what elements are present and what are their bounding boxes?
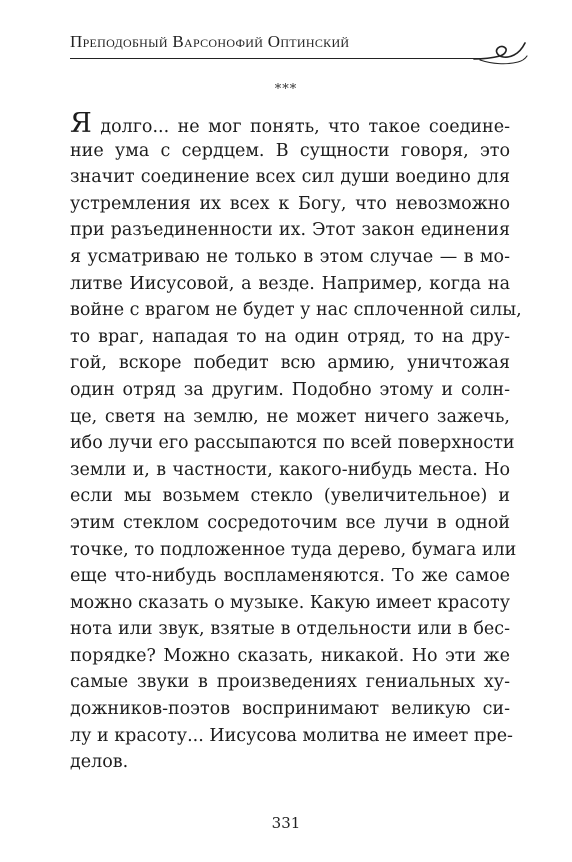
section-asterism: *** <box>274 82 298 97</box>
running-head: Преподобный Варсонофий Оптинский <box>70 32 350 51</box>
text-line: ние ума с сердцем. В сущности говоря, это <box>70 140 510 161</box>
text-line <box>70 108 510 139</box>
text-line: войне с врагом не будет у нас сплоченной силы, <box>70 300 522 321</box>
text-line: литве Иисусовой, а везде. Например, когда на <box>70 273 510 294</box>
first-line-text: долго... не мог понять, что такое соедине- <box>91 117 510 137</box>
text-line: я усматриваю не только в этом случае — в мо- <box>70 246 510 267</box>
text-line: гой, вскоре победит всю армию, уничтожая <box>70 353 510 374</box>
text-line: один отряд за другим. Подобно этому и солн- <box>70 379 510 400</box>
text-line: лу и красоту... Иисусова молитва не имеет пре- <box>70 725 513 746</box>
text-line: самые звуки в произведениях гениальных ху- <box>70 672 510 693</box>
text-line: этим стеклом сосредоточим все лучи в одной <box>70 512 510 533</box>
text-line: при разъединенности их. Этот закон единения <box>70 220 510 241</box>
text-line: точке, то подложенное туда дерево, бумага или <box>70 539 517 560</box>
text-line: еще что-нибудь воспламеняются. То же самое <box>70 566 510 587</box>
text-line: ибо лучи его рассыпаются по всей поверхности <box>70 433 515 454</box>
body-text <box>70 108 522 776</box>
text-line: значит соединение всех сил души воедино для <box>70 167 510 188</box>
text-line: дожников-поэтов воспринимают великую си- <box>70 699 510 720</box>
text-line: можно сказать о музыке. Какую имеет красоту <box>70 592 510 613</box>
page-number: 331 <box>271 814 301 832</box>
text-line: нота или звук, взятые в отдельности или в бес- <box>70 619 510 640</box>
text-line: це, светя на землю, не может ничего зажечь, <box>70 406 510 427</box>
text-line: то враг, нападая то на один отряд, то на дру- <box>70 326 510 347</box>
text-line: если мы возьмем стекло (увеличительное) и <box>70 486 510 507</box>
flourish-ornament-icon <box>470 38 530 72</box>
text-line: устремления их всех к Богу, что невозможно <box>70 193 510 214</box>
header-rule <box>70 58 480 59</box>
text-line: делов. <box>70 752 129 773</box>
text-line: порядке? Можно сказать, никакой. Но эти же <box>70 645 510 666</box>
drop-cap: Я <box>70 108 92 139</box>
text-line: земли и, в частности, какого-нибудь места. Но <box>70 459 510 480</box>
